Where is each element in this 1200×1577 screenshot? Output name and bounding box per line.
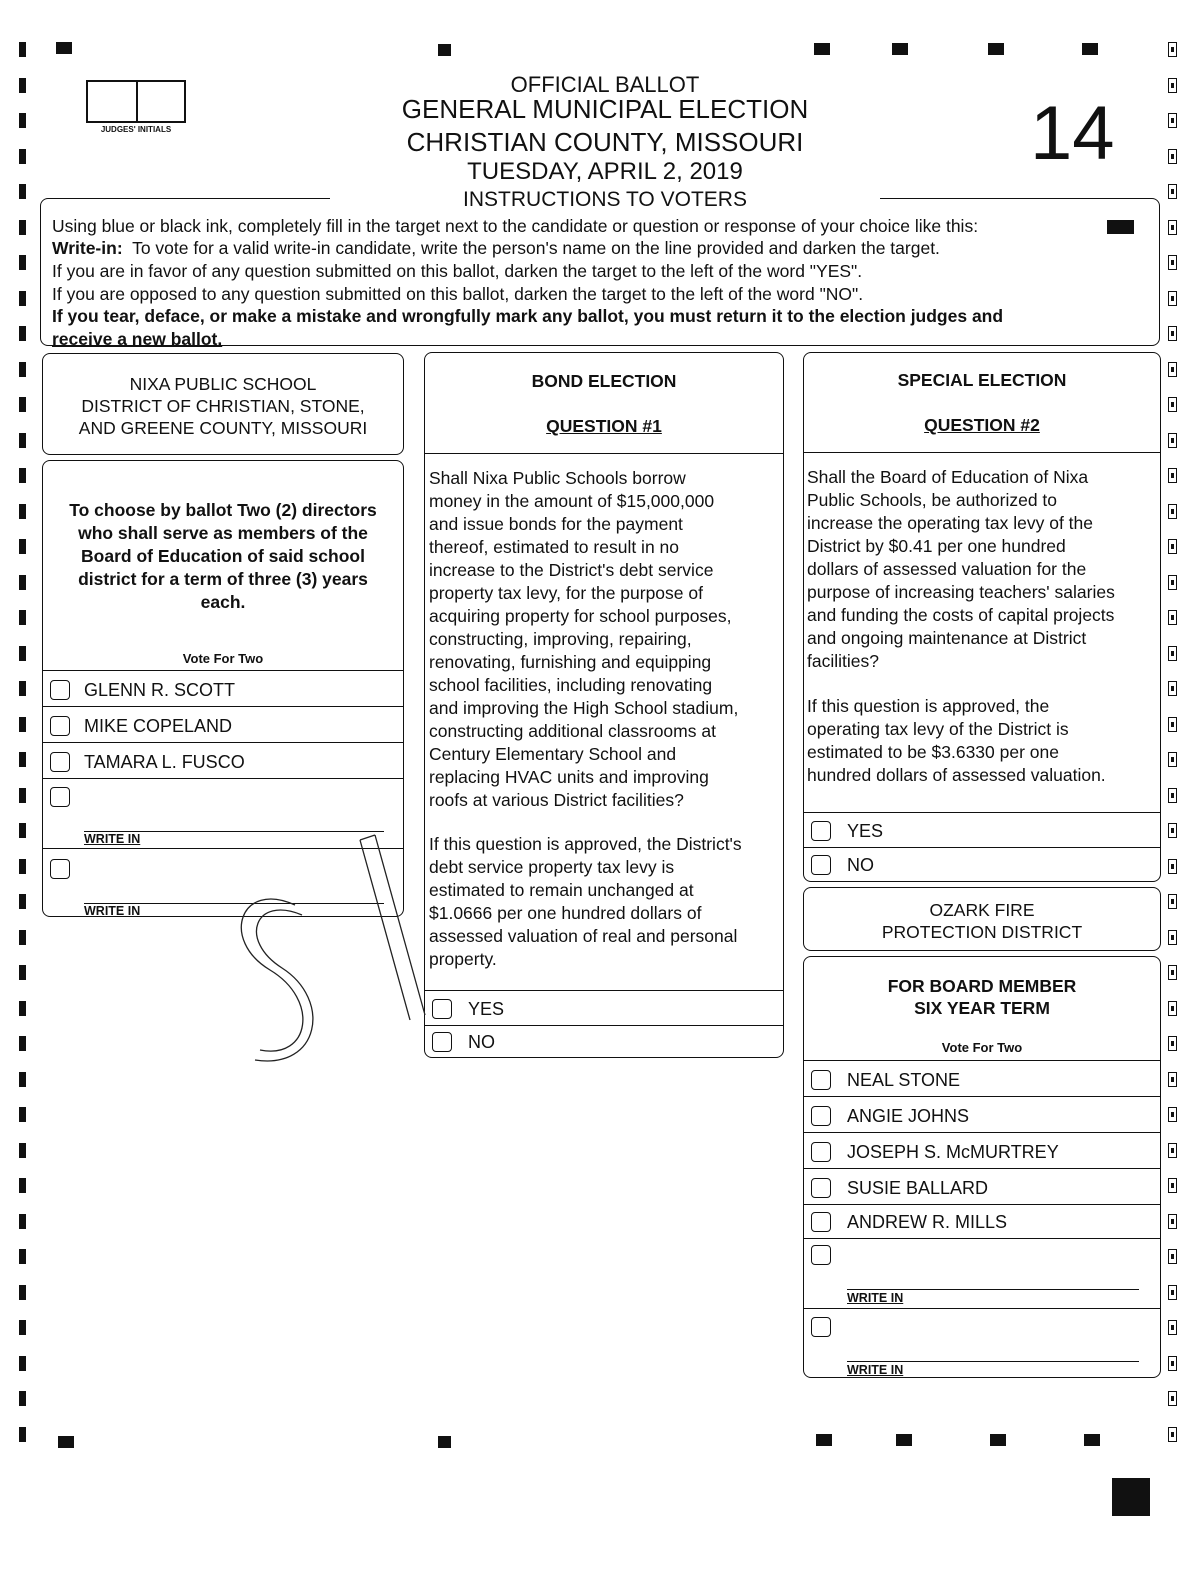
left-timing-mark bbox=[19, 1001, 26, 1016]
school-district-name-line: AND GREENE COUNTY, MISSOURI bbox=[78, 418, 368, 438]
left-timing-mark bbox=[19, 575, 26, 590]
question-note-line: If this question is approved, the bbox=[807, 696, 1050, 716]
candidate-row[interactable] bbox=[803, 1204, 1161, 1238]
contest-title-line: district for a term of three (3) years bbox=[78, 569, 368, 589]
right-timing-mark bbox=[1168, 610, 1177, 625]
candidate-row[interactable] bbox=[42, 670, 404, 706]
left-timing-mark bbox=[19, 255, 26, 270]
instruction-line: Using blue or black ink, completely fill in the target next to the candidate or question or response of your choice like this: bbox=[52, 216, 979, 236]
left-timing-mark bbox=[19, 184, 26, 199]
right-timing-mark bbox=[1168, 42, 1177, 57]
right-timing-mark bbox=[1168, 78, 1177, 93]
right-timing-mark bbox=[1168, 1178, 1177, 1193]
top-timing-mark bbox=[892, 43, 908, 55]
right-timing-mark bbox=[1168, 1356, 1177, 1371]
question-text-line: increase to the District's debt service bbox=[429, 560, 714, 580]
right-timing-mark bbox=[1168, 149, 1177, 164]
candidate-target[interactable] bbox=[50, 716, 70, 736]
question-2-heading: SPECIAL ELECTION bbox=[897, 370, 1067, 390]
ballot-style-number: 14 bbox=[1030, 91, 1115, 176]
right-timing-mark bbox=[1168, 433, 1177, 448]
question-note-line: If this question is approved, the District's bbox=[429, 834, 742, 854]
right-timing-mark bbox=[1168, 326, 1177, 341]
fire-district-name-line: OZARK FIRE bbox=[929, 900, 1035, 920]
question-note-line: estimated to remain unchanged at bbox=[429, 880, 694, 900]
write-in-label: WRITE IN bbox=[847, 1291, 904, 1305]
question-text-line: property tax levy, for the purpose of bbox=[429, 583, 703, 603]
write-in-label: WRITE IN bbox=[847, 1363, 904, 1377]
question-1-heading: BOND ELECTION bbox=[531, 371, 677, 391]
question-text-line: Shall Nixa Public Schools borrow bbox=[429, 468, 686, 488]
divider bbox=[803, 452, 1161, 453]
write-in-heading: Write-in: bbox=[52, 238, 123, 258]
instruction-line bbox=[52, 238, 940, 259]
bottom-timing-mark bbox=[58, 1436, 74, 1448]
right-timing-mark bbox=[1168, 362, 1177, 377]
left-timing-mark bbox=[19, 823, 26, 838]
vote-for-label: Vote For Two bbox=[182, 651, 264, 666]
left-timing-mark bbox=[19, 504, 26, 519]
candidate-target[interactable] bbox=[811, 1142, 831, 1162]
county-name: CHRISTIAN COUNTY, MISSOURI bbox=[406, 127, 804, 157]
left-timing-mark bbox=[19, 788, 26, 803]
question-text-line: Public Schools, be authorized to bbox=[807, 490, 1058, 510]
fire-district-name bbox=[803, 899, 1161, 943]
question-note-line: estimated to be $3.6330 per one bbox=[807, 742, 1059, 762]
candidate-name: ANGIE JOHNS bbox=[847, 1106, 970, 1126]
candidate-target[interactable] bbox=[811, 1106, 831, 1126]
right-timing-mark bbox=[1168, 1285, 1177, 1300]
candidate-name: TAMARA L. FUSCO bbox=[84, 752, 245, 772]
question-text-line: increase the operating tax levy of the bbox=[807, 513, 1094, 533]
top-timing-mark bbox=[988, 43, 1004, 55]
write-in-line[interactable] bbox=[847, 1289, 1139, 1290]
yes-target[interactable] bbox=[811, 821, 831, 841]
left-timing-mark bbox=[19, 681, 26, 696]
left-timing-mark bbox=[19, 291, 26, 306]
right-timing-mark bbox=[1168, 859, 1177, 874]
fire-district-name-line: PROTECTION DISTRICT bbox=[881, 922, 1083, 942]
contest-title-line: To choose by ballot Two (2) directors bbox=[69, 500, 377, 520]
contest-title-line: each. bbox=[200, 592, 246, 612]
write-in-target[interactable] bbox=[50, 787, 70, 807]
right-timing-mark bbox=[1168, 291, 1177, 306]
candidate-target[interactable] bbox=[50, 752, 70, 772]
question-note-line: operating tax levy of the District is bbox=[807, 719, 1069, 739]
no-label: NO bbox=[847, 855, 874, 875]
right-timing-mark bbox=[1168, 1249, 1177, 1264]
left-timing-mark bbox=[19, 1249, 26, 1264]
left-timing-mark bbox=[19, 1356, 26, 1371]
no-target[interactable] bbox=[811, 855, 831, 875]
question-note-line: property. bbox=[429, 949, 497, 969]
top-timing-mark bbox=[1082, 43, 1098, 55]
right-timing-mark bbox=[1168, 539, 1177, 554]
left-timing-mark bbox=[19, 433, 26, 448]
right-timing-mark bbox=[1168, 1427, 1177, 1442]
left-timing-mark bbox=[19, 1214, 26, 1229]
right-timing-mark bbox=[1168, 788, 1177, 803]
question-text-line: purpose of increasing teachers' salaries bbox=[807, 582, 1115, 602]
instruction-warning: receive a new ballot. bbox=[52, 329, 223, 349]
candidate-row[interactable] bbox=[42, 706, 404, 742]
write-in-label: WRITE IN bbox=[84, 904, 141, 918]
right-timing-mark bbox=[1168, 646, 1177, 661]
question-note-line: hundred dollars of assessed valuation. bbox=[807, 765, 1106, 785]
candidate-target[interactable] bbox=[811, 1070, 831, 1090]
left-timing-mark bbox=[19, 326, 26, 341]
question-text-line: Century Elementary School and bbox=[429, 744, 677, 764]
divider bbox=[424, 453, 784, 454]
right-timing-mark bbox=[1168, 1107, 1177, 1122]
no-label: NO bbox=[468, 1032, 495, 1052]
left-timing-mark bbox=[19, 1107, 26, 1122]
left-timing-mark bbox=[19, 149, 26, 164]
right-timing-mark bbox=[1168, 184, 1177, 199]
candidate-name: SUSIE BALLARD bbox=[847, 1178, 989, 1198]
filled-target-example bbox=[1107, 220, 1134, 234]
left-timing-mark bbox=[19, 113, 26, 128]
right-timing-mark bbox=[1168, 1072, 1177, 1087]
candidate-row[interactable] bbox=[803, 1168, 1161, 1204]
question-text-line: District by $0.41 per one hundred bbox=[807, 536, 1066, 556]
bottom-timing-mark bbox=[990, 1434, 1006, 1446]
contest-title-line: who shall serve as members of the bbox=[78, 523, 368, 543]
left-timing-mark bbox=[19, 965, 26, 980]
candidate-name: JOSEPH S. McMURTREY bbox=[847, 1142, 1059, 1162]
candidate-row[interactable] bbox=[803, 1096, 1161, 1132]
judges-initials-label: JUDGES' INITIALS bbox=[100, 125, 172, 134]
school-district-name bbox=[42, 373, 404, 439]
fire-board-contest-title bbox=[803, 975, 1161, 1019]
election-name: GENERAL MUNICIPAL ELECTION bbox=[401, 94, 809, 124]
right-timing-mark bbox=[1168, 113, 1177, 128]
election-date: TUESDAY, APRIL 2, 2019 bbox=[467, 158, 743, 185]
candidate-target[interactable] bbox=[50, 680, 70, 700]
candidate-name: GLENN R. SCOTT bbox=[84, 680, 236, 700]
top-timing-mark bbox=[56, 42, 72, 54]
candidate-target[interactable] bbox=[811, 1212, 831, 1232]
candidate-row[interactable] bbox=[42, 742, 404, 778]
right-timing-mark bbox=[1168, 575, 1177, 590]
left-timing-mark bbox=[19, 42, 26, 57]
right-timing-mark bbox=[1168, 504, 1177, 519]
question-note-line: $1.0666 per one hundred dollars of bbox=[429, 903, 702, 923]
question-text-line: Shall the Board of Education of Nixa bbox=[807, 467, 1089, 487]
judges-initials-box bbox=[86, 80, 186, 123]
school-board-contest-title bbox=[42, 499, 404, 614]
write-in-label: WRITE IN bbox=[84, 832, 141, 846]
contest-title-line: FOR BOARD MEMBER bbox=[887, 976, 1077, 996]
left-timing-mark bbox=[19, 1143, 26, 1158]
top-timing-mark bbox=[814, 43, 830, 55]
left-timing-mark bbox=[19, 1285, 26, 1300]
instruction-line: If you are in favor of any question submitted on this ballot, darken the target to the left of the word "YES". bbox=[52, 261, 863, 281]
contest-title-line: Board of Education of said school bbox=[81, 546, 365, 566]
school-district-name-line: NIXA PUBLIC SCHOOL bbox=[129, 374, 317, 394]
question-text-line: dollars of assessed valuation for the bbox=[807, 559, 1087, 579]
question-note-line: assessed valuation of real and personal bbox=[429, 926, 738, 946]
question-1-no-row[interactable] bbox=[424, 1026, 784, 1058]
right-timing-mark bbox=[1168, 752, 1177, 767]
question-1-yes-row[interactable] bbox=[424, 990, 784, 1026]
question-text-line: renovating, furnishing and equipping bbox=[429, 652, 712, 672]
candidate-name: NEAL STONE bbox=[847, 1070, 961, 1090]
question-text-line: constructing additional classrooms at bbox=[429, 721, 716, 741]
corner-registration-block bbox=[1112, 1478, 1150, 1516]
left-timing-mark bbox=[19, 752, 26, 767]
right-timing-mark bbox=[1168, 1320, 1177, 1335]
left-timing-mark bbox=[19, 610, 26, 625]
question-1-text bbox=[429, 467, 781, 971]
left-timing-mark bbox=[19, 362, 26, 377]
instructions-title: INSTRUCTIONS TO VOTERS bbox=[330, 188, 880, 212]
left-timing-mark bbox=[19, 220, 26, 235]
yes-label: YES bbox=[847, 821, 884, 841]
question-text-line: and issue bonds for the payment bbox=[429, 514, 683, 534]
bottom-timing-mark bbox=[816, 1434, 832, 1446]
write-in-instruction: To vote for a valid write-in candidate, write the person's name on the line provided and darken the target. bbox=[132, 238, 940, 258]
bottom-timing-mark bbox=[1084, 1434, 1100, 1446]
question-text-line: facilities? bbox=[807, 651, 879, 671]
left-timing-mark bbox=[19, 397, 26, 412]
right-timing-mark bbox=[1168, 468, 1177, 483]
left-timing-mark bbox=[19, 894, 26, 909]
question-note-line: debt service property tax levy is bbox=[429, 857, 675, 877]
left-timing-mark bbox=[19, 1072, 26, 1087]
right-timing-mark bbox=[1168, 1143, 1177, 1158]
right-timing-mark bbox=[1168, 930, 1177, 945]
left-timing-mark bbox=[19, 717, 26, 732]
contest-title-line: SIX YEAR TERM bbox=[914, 998, 1050, 1018]
left-timing-mark bbox=[19, 539, 26, 554]
left-timing-mark bbox=[19, 78, 26, 93]
left-timing-mark bbox=[19, 930, 26, 945]
left-timing-mark bbox=[19, 468, 26, 483]
candidate-row[interactable] bbox=[803, 1060, 1161, 1096]
candidate-row[interactable] bbox=[803, 1132, 1161, 1168]
right-timing-mark bbox=[1168, 397, 1177, 412]
left-timing-mark bbox=[19, 1320, 26, 1335]
right-timing-mark bbox=[1168, 1036, 1177, 1051]
candidate-target[interactable] bbox=[811, 1178, 831, 1198]
question-text-line: acquiring property for school purposes, bbox=[429, 606, 732, 626]
right-timing-mark bbox=[1168, 1214, 1177, 1229]
question-2-subheading: QUESTION #2 bbox=[924, 415, 1040, 435]
write-in-target[interactable] bbox=[811, 1317, 831, 1337]
ballot-title: OFFICIAL BALLOT bbox=[510, 72, 700, 97]
question-text-line: thereof, estimated to result in no bbox=[429, 537, 679, 557]
left-timing-mark bbox=[19, 1036, 26, 1051]
left-timing-mark bbox=[19, 859, 26, 874]
instruction-warning: If you tear, deface, or make a mistake and wrongfully mark any ballot, you must return it to the election judges and bbox=[52, 306, 1004, 326]
question-text-line: school facilities, including renovating bbox=[429, 675, 713, 695]
left-timing-mark bbox=[19, 1391, 26, 1406]
right-timing-mark bbox=[1168, 681, 1177, 696]
question-text-line: constructing, improving, repairing, bbox=[429, 629, 692, 649]
write-in-row[interactable] bbox=[803, 1238, 1161, 1308]
top-timing-mark bbox=[438, 44, 451, 56]
question-2-text bbox=[807, 466, 1159, 787]
yes-label: YES bbox=[468, 999, 505, 1019]
right-timing-mark bbox=[1168, 823, 1177, 838]
question-text-line: money in the amount of $15,000,000 bbox=[429, 491, 715, 511]
write-in-row[interactable] bbox=[803, 1308, 1161, 1378]
right-timing-mark bbox=[1168, 220, 1177, 235]
sample-stamp-graphic bbox=[200, 820, 460, 1080]
left-timing-mark bbox=[19, 1427, 26, 1442]
question-1-subheading: QUESTION #1 bbox=[546, 416, 662, 436]
question-text-line: roofs at various District facilities? bbox=[429, 790, 684, 810]
instruction-line: If you are opposed to any question submitted on this ballot, darken the target to the left of the word "NO". bbox=[52, 284, 864, 304]
left-timing-mark bbox=[19, 1178, 26, 1193]
right-timing-mark bbox=[1168, 255, 1177, 270]
right-timing-mark bbox=[1168, 1001, 1177, 1016]
question-2-no-row[interactable] bbox=[803, 848, 1161, 882]
bottom-timing-mark bbox=[438, 1436, 451, 1448]
write-in-target[interactable] bbox=[50, 859, 70, 879]
bottom-timing-mark bbox=[896, 1434, 912, 1446]
write-in-line[interactable] bbox=[847, 1361, 1139, 1362]
question-text-line: and funding the costs of capital projects bbox=[807, 605, 1115, 625]
question-text-line: and ongoing maintenance at District bbox=[807, 628, 1087, 648]
left-timing-mark bbox=[19, 646, 26, 661]
question-2-yes-row[interactable] bbox=[803, 812, 1161, 848]
candidate-name: ANDREW R. MILLS bbox=[847, 1212, 1008, 1232]
write-in-target[interactable] bbox=[811, 1245, 831, 1265]
vote-for-label: Vote For Two bbox=[941, 1040, 1023, 1055]
school-district-name-line: DISTRICT OF CHRISTIAN, STONE, bbox=[81, 396, 365, 416]
right-timing-mark bbox=[1168, 965, 1177, 980]
right-timing-mark bbox=[1168, 894, 1177, 909]
right-timing-mark bbox=[1168, 1391, 1177, 1406]
question-text-line: replacing HVAC units and improving bbox=[429, 767, 709, 787]
right-timing-mark bbox=[1168, 717, 1177, 732]
candidate-name: MIKE COPELAND bbox=[84, 716, 233, 736]
question-text-line: and improving the High School stadium, bbox=[429, 698, 739, 718]
